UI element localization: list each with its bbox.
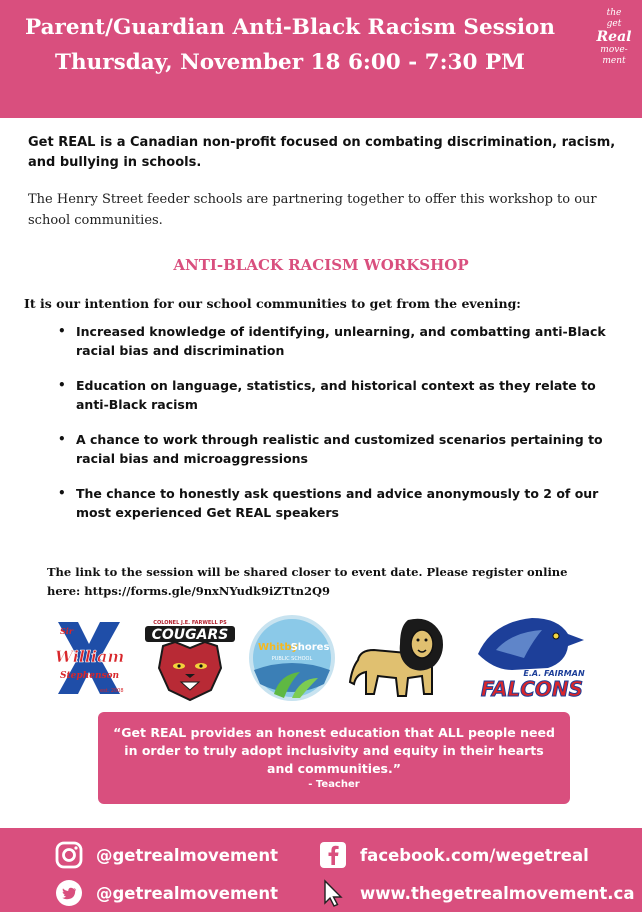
whitby-wordmark: Whitby: [257, 642, 299, 653]
logo-text-real: Real: [596, 29, 632, 45]
facebook-url[interactable]: facebook.com/wegetreal: [360, 845, 589, 865]
william-logo-surname: Stephenson: [60, 671, 120, 681]
whitby-subtitle: PUBLIC SCHOOL: [271, 656, 313, 662]
outcomes-list: [56, 322, 616, 538]
logo-text-the: the: [606, 8, 622, 18]
intention-text: It is our intention for our school communities to get from the evening:: [24, 296, 521, 311]
william-stephenson-logo: [52, 620, 126, 696]
william-logo-est: est. 2008: [100, 688, 124, 694]
falcons-wordmark: FALCONS: [480, 677, 584, 701]
testimonial-quote: “Get REAL provides an honest education that ALL people need in order to truly adopt inclusivity and equity in their hearts and communities.”: [113, 725, 555, 776]
falcons-logo: [472, 614, 592, 702]
list-item-text: A chance to work through realistic and customized scenarios pertaining to racial bias and microaggressions: [76, 432, 603, 466]
list-item-text: The chance to honestly ask questions and advice anonymously to 2 of our most experienced Get REAL speakers: [76, 486, 599, 520]
intro-paragraph: Get REAL is a Canadian non-profit focused on combating discrimination, racism, and bullying in schools.: [28, 135, 616, 170]
cougars-wordmark: COUGARS: [151, 627, 229, 643]
testimonial-author: - Teacher: [308, 779, 360, 790]
cougars-school-name: COLONEL J.E. FARWELL PS: [153, 620, 227, 626]
list-item-text: Increased knowledge of identifying, unlearning, and combatting anti-Black racial bias and discrimination: [76, 324, 606, 358]
bullet-icon: •: [58, 324, 66, 338]
school-logos-row: [0, 612, 642, 704]
list-item-text: Education on language, statistics, and historical context as they relate to anti-Black racism: [76, 378, 596, 412]
instagram-contact[interactable]: [54, 840, 278, 870]
facebook-icon: [318, 840, 348, 870]
event-title: [0, 10, 580, 80]
instagram-icon: [54, 840, 84, 870]
twitter-handle[interactable]: @getrealmovement: [96, 883, 278, 903]
instagram-handle[interactable]: @getrealmovement: [96, 845, 278, 865]
logo-text-move: move-: [600, 45, 628, 55]
bullet-icon: •: [58, 432, 66, 446]
workshop-title: ANTI-BLACK RACISM WORKSHOP: [173, 256, 469, 274]
get-real-logo: [590, 8, 638, 72]
bullet-icon: •: [58, 486, 66, 500]
facebook-contact[interactable]: [318, 840, 589, 870]
lion-logo: [348, 614, 448, 702]
list-item: [56, 430, 616, 468]
list-item: [56, 484, 616, 522]
registration-link-text: The link to the session will be shared closer to event date. Please register online here: https://forms.gle/9nxNYudk9iZTtn2Q9: [47, 565, 568, 598]
cursor-icon: [318, 878, 348, 908]
shores-wordmark: Shores: [290, 642, 330, 653]
event-title-line1: Parent/Guardian Anti-Black Racism Session: [25, 15, 555, 40]
partner-paragraph: The Henry Street feeder schools are partnering together to offer this workshop to our school communities.: [28, 192, 597, 228]
list-item: [56, 376, 616, 414]
logo-text-get: get: [606, 19, 622, 29]
william-logo-name: William: [55, 647, 125, 666]
testimonial-box: [98, 712, 570, 804]
twitter-contact[interactable]: [54, 878, 278, 908]
footer-contact-bar: [0, 828, 642, 912]
william-logo-sir: Sir: [60, 626, 74, 636]
whitby-shores-logo: [244, 612, 340, 704]
website-url[interactable]: www.thegetrealmovement.ca: [360, 883, 635, 903]
header-banner: [0, 0, 642, 118]
list-item: [56, 322, 616, 360]
twitter-icon: [54, 878, 84, 908]
bullet-icon: •: [58, 378, 66, 392]
event-datetime: Thursday, November 18 6:00 - 7:30 PM: [55, 50, 525, 75]
cougars-logo: [141, 616, 239, 702]
logo-text-ment: ment: [602, 56, 626, 66]
website-contact[interactable]: [318, 878, 634, 908]
falcons-school-name: E.A. FAIRMAN: [523, 669, 585, 678]
